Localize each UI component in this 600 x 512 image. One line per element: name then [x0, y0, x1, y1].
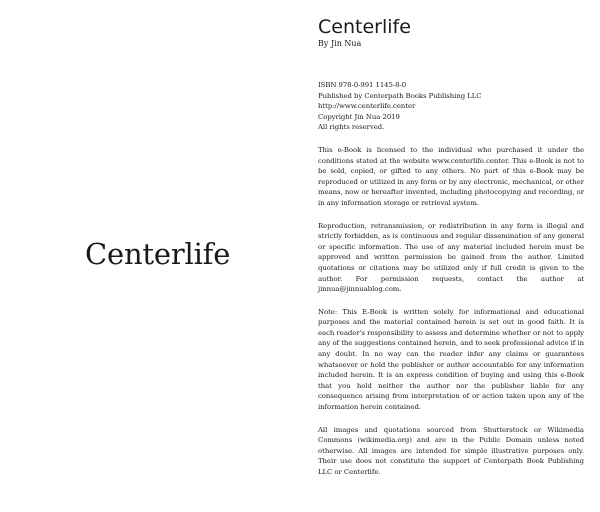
disclaimer-paragraph: Note: This E-Book is written solely for informational and educational purposes and the material contained herein is set out in good faith. It is each reader's responsibility to assess and determine whether or not to apply any of the suggestions contained herein, and to seek professional advice if in any doubt. In no way can the reader infer any claims or guarantees whatsoever or hold the publisher or author accountable for any information included herein. It is an express condition of buying and using this e-Book that you hold neither the author nor the publisher liable for any consequence arising from interpretation of or action taken upon any of the information herein contained.	[318, 307, 584, 412]
copyright-line: Copyright Jin Nua 2019	[318, 112, 400, 121]
image-credits-paragraph: All images and quotations sourced from Shutterstock or Wikimedia Commons (wikimedia.org) and are in the Public Domain unless noted otherwise. All images are intended for simple illustrative purposes only. Their use does not constitute the support of Centerpath Book Publishing LLC or Centerlife.	[318, 425, 584, 476]
author-byline: By Jin Nua	[318, 39, 362, 48]
publication-info	[318, 80, 584, 133]
copyright-block	[318, 80, 584, 478]
publisher-line: Published by Centerpath Books Publishing LLC	[318, 91, 482, 100]
website-line: http://www.centerlife.center	[318, 102, 416, 111]
book-title: Centerlife	[318, 16, 411, 38]
copyright-page	[318, 0, 584, 512]
license-paragraph: This e-Book is licensed to the individual who purchased it under the conditions stated at the website www.centerlife.center. This e-Book is not to be sold, copied, or gifted to any others. No part of this e-Book may be reproduced or utilized in any form or by any electronic, mechanical, or other means, now or hereafter invented, including photocopying and recording, or in any information storage or retrieval system.	[318, 145, 584, 207]
cover-title: Centerlife	[85, 237, 231, 271]
isbn-line: ISBN 978-0-991 1145-8-0	[318, 81, 407, 89]
rights-line: All rights reserved.	[318, 123, 385, 132]
reproduction-paragraph: Reproduction, retransmission, or redistribution in any form is illegal and strictly forbidden, as is continuous and regular dissemination of any general or specific information. The use of any material included herein must be approved and written permission be gained from the author. Limited quotations or citations may be utilized only if full credit is given to the author. For permission requests, contact the author at jinnua@jinnuablog.com.	[318, 221, 584, 294]
